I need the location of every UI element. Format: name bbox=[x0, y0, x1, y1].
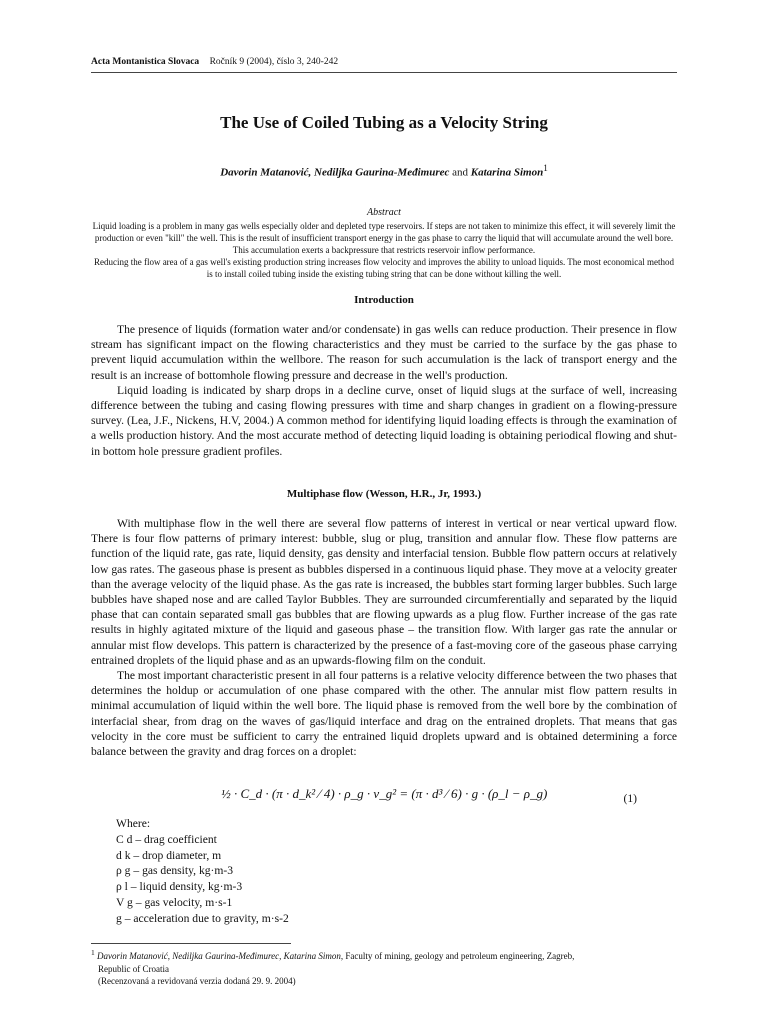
running-header bbox=[91, 57, 691, 67]
section-heading-introduction: Introduction bbox=[354, 294, 414, 306]
variable-list bbox=[116, 816, 289, 927]
body-paragraph: Liquid loading is indicated by sharp drops in a decline curve, onset of liquid slugs at the surface of well, increasing difference between the tubing and casing flowing pressures with time and sharp changes in gradient on a flowing-pressure survey. (Lea, J.F., Nickens, H.V, 2004.) A common method for identifying liquid loading effects is through the examination of a wells production history. And the most accurate method of detecting liquid loading is obtaining periodical flowing and shut-in bottom hole pressure gradient profiles. bbox=[91, 383, 677, 458]
variable-item: g – acceleration due to gravity, m·s-2 bbox=[116, 911, 289, 925]
abstract-paragraph: Reducing the flow area of a gas well's existing production string increases flow velocity and improves the ability to unload liquids. The most economical method is to install coiled tubing inside the existing tubing string that can be done without killing the well. bbox=[93, 257, 675, 279]
footnote-rule bbox=[91, 943, 291, 944]
footnote-line bbox=[91, 947, 677, 963]
paper-title: The Use of Coiled Tubing as a Velocity String bbox=[220, 113, 548, 132]
variable-item: ρ g – gas density, kg·m-3 bbox=[116, 864, 234, 878]
equation-1 bbox=[91, 784, 677, 818]
variable-item: V g – gas velocity, m·s-1 bbox=[116, 895, 233, 909]
footnote-mark: 1 bbox=[91, 948, 95, 957]
footnote-affiliation: Faculty of mining, geology and petroleum engineering, Zagreb, bbox=[345, 951, 575, 961]
author-conjunction: and bbox=[452, 166, 469, 179]
footnote-country: Republic of Croatia bbox=[98, 963, 169, 974]
where-label: Where: bbox=[116, 817, 151, 830]
body-paragraph: The most important characteristic present in all four patterns is a relative velocity difference between the two phases that determines the holdup or accumulation of one phase compared with the other. The annular mist flow pattern results in minimal accumulation of liquid within the well bore. The liquid phase is removed from the well bore by the combination of interfacial shear, from drag on the waves of gas/liquid interface and drag on the entrained droplets. That means that gas velocity in the core must be sufficient to carry the entrained liquid droplets upward and is obtained determining a force balance between the gravity and drag forces on a droplet: bbox=[91, 669, 677, 759]
author-line bbox=[91, 163, 677, 179]
header-rule bbox=[91, 72, 677, 73]
author-last: Katarina Simon bbox=[470, 166, 544, 179]
author-footnote-mark: 1 bbox=[543, 163, 548, 173]
multiphase-body bbox=[91, 516, 677, 759]
footnote bbox=[91, 947, 677, 988]
journal-name: Acta Montanistica Slovaca bbox=[91, 57, 200, 67]
body-paragraph: With multiphase flow in the well there are several flow patterns of interest in vertical or near vertical upward flow. There is four flow patterns of primary interest: bubble, slug or plug, transition and annular flow. These flow patterns are function of the liquid rate, gas rate, liquid density, gas density and interfacial tension. Bubble flow pattern occurs at relatively low gas rates. The gaseous phase is present as bubbles dispersed in a continuous liquid phase. They move at a velocity greater than the average velocity of the liquid phase. As the gas rate is increased, the bubbles start forming larger bubbles. Such large bubbles have shaped nose and are called Taylor Bubbles. They are surrounded circumferentially and separated by the liquid phase that can contain separated small gas bubbles that are flowing upwards as a plug flow. Further increase of the gas rate results in highly agitated mixture of the liquid and gaseous phase – the transition flow. With larger gas rate the annular or annular mist flow develops. This pattern is characterized by the presence of a fast-moving core of the gaseous phase carrying entrained droplets of the liquid phase and as an upwards-flowing film on the conduit. bbox=[91, 517, 677, 667]
author-names: Davorin Matanović, Nediljka Gaurina-Međimurec bbox=[220, 166, 450, 179]
variable-item: ρ l – liquid density, kg·m-3 bbox=[116, 880, 243, 894]
footnote-review-note: (Recenzovaná a revidovaná verzia dodaná 29. 9. 2004) bbox=[98, 976, 296, 986]
abstract-block bbox=[91, 220, 677, 280]
footnote-authors: Davorin Matanović, Nediljka Gaurina-Međimurec, Katarina Simon, bbox=[97, 951, 344, 961]
abstract-heading: Abstract bbox=[367, 207, 401, 218]
journal-citation: Ročník 9 (2004), číslo 3, 240-242 bbox=[209, 57, 339, 67]
section-heading-multiphase: Multiphase flow (Wesson, H.R., Jr, 1993.) bbox=[286, 488, 482, 500]
equation-number: (1) bbox=[623, 792, 637, 805]
introduction-body bbox=[91, 322, 677, 459]
variable-item: d k – drop diameter, m bbox=[116, 848, 222, 862]
abstract-paragraph: Liquid loading is a problem in many gas wells especially older and depleted type reservoirs. If steps are not taken to minimize this effect, it will severely limit the production or even "kill" the well. This is the result of insufficient transport energy in the gas phase to carry the liquid that will accumulate around the well bore. This accumulation exerts a backpressure that restricts reservoir inflow performance. bbox=[92, 221, 676, 255]
variable-item: C d – drag coefficient bbox=[116, 832, 217, 846]
equation-formula: ½ · C_d · (π · d_k² ⁄ 4) · ρ_g · v_g² = (π · d³ ⁄ 6) · g · (ρ_l − ρ_g) bbox=[221, 786, 548, 801]
body-paragraph: The presence of liquids (formation water and/or condensate) in gas wells can reduce production. Their presence in flow stream has significant impact on the flowing characteristics and they must be carried to the surface by the gas phase to prevent liquid accumulation within the wellbore. The reason for such accumulation is the lack of transport energy and the result is an increase of bottomhole flowing pressure and decrease in the well's production. bbox=[91, 323, 677, 382]
